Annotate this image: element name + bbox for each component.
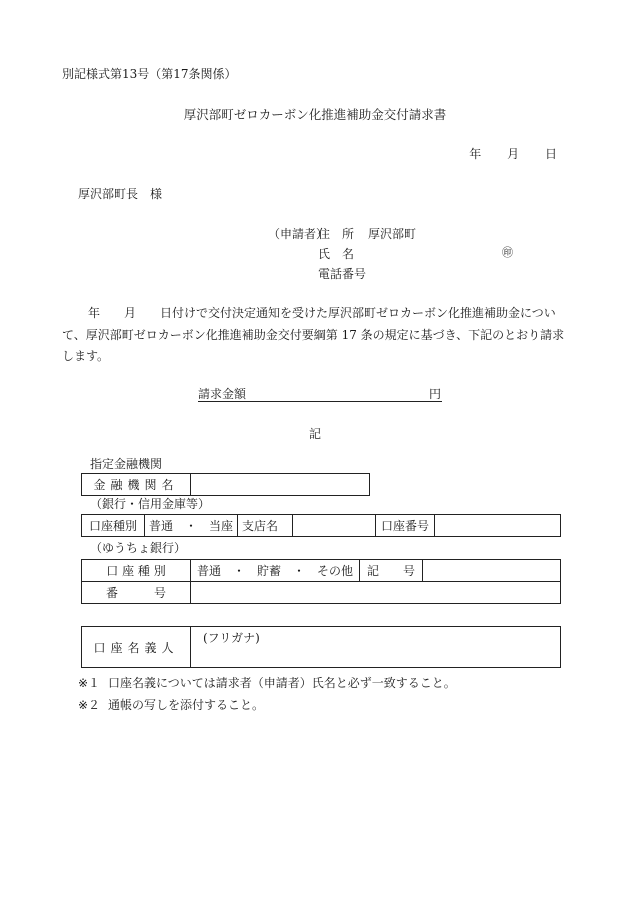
request-body-text: 年 月 日付けで交付決定通知を受けた厚沢部町ゼロカーボン化推進補助金について、厚沢部町ゼロカーボン化推進補助金交付要綱第 17 条の規定に基づき、下記のとおり請求します。 bbox=[62, 306, 565, 363]
addressee bbox=[78, 187, 162, 201]
institution-table bbox=[81, 473, 370, 496]
holder-field[interactable] bbox=[191, 627, 561, 668]
amount-label: 請求金額 bbox=[198, 387, 247, 401]
note-text: 通帳の写しを添付すること。 bbox=[108, 698, 265, 712]
yucho-type-options[interactable]: 普通 ・ 貯蓄 ・ その他 bbox=[191, 560, 360, 582]
form-number: 別記様式第13号（第17条関係） bbox=[62, 67, 237, 81]
account-type-label: 口座種別 bbox=[82, 515, 145, 537]
amount-unit: 円 bbox=[429, 387, 442, 401]
ki-heading: 記 bbox=[308, 427, 321, 441]
note-mark: ※１ bbox=[78, 676, 101, 690]
branch-label: 支店名 bbox=[238, 515, 293, 537]
address-label: 住所 bbox=[318, 227, 367, 241]
note-text: 口座名義については請求者（申請者）氏名と必ず一致すること。 bbox=[108, 676, 456, 690]
furigana-label: (フリガナ) bbox=[203, 631, 260, 645]
seal-mark: ㊞ bbox=[502, 246, 513, 259]
branch-field[interactable] bbox=[293, 515, 376, 537]
kigo-label: 記 号 bbox=[360, 560, 423, 582]
account-number-field[interactable] bbox=[435, 515, 561, 537]
bank-note: （銀行・信用金庫等） bbox=[90, 497, 211, 511]
note-item bbox=[78, 672, 456, 694]
address-value: 厚沢部町 bbox=[368, 227, 417, 241]
date-line bbox=[447, 147, 557, 161]
note-mark: ※２ bbox=[78, 698, 101, 712]
account-type-options[interactable]: 普通 ・ 当座 bbox=[145, 515, 238, 537]
addressee-suffix: 様 bbox=[150, 187, 163, 201]
holder-table bbox=[81, 626, 561, 668]
bango-label: 番 号 bbox=[82, 582, 191, 604]
date-year: 年 bbox=[469, 147, 482, 161]
name-label: 氏名 bbox=[318, 247, 367, 261]
note-item bbox=[78, 694, 456, 716]
bank-account-table bbox=[81, 514, 561, 537]
document-title: 厚沢部町ゼロカーボン化推進補助金交付請求書 bbox=[183, 107, 447, 122]
notes bbox=[78, 672, 456, 716]
bango-field[interactable] bbox=[191, 582, 561, 604]
amount-underline bbox=[198, 401, 442, 402]
bank-heading: 指定金融機関 bbox=[90, 457, 163, 471]
holder-label: 口座名義人 bbox=[82, 627, 191, 668]
applicant-tag: （申請者） bbox=[268, 227, 329, 241]
institution-name-label: 金融機関名 bbox=[82, 474, 191, 496]
date-month: 月 bbox=[507, 147, 520, 161]
yucho-note: （ゆうちょ銀行） bbox=[90, 541, 187, 555]
institution-name-field[interactable] bbox=[191, 474, 370, 496]
account-number-label: 口座番号 bbox=[376, 515, 435, 537]
phone-label: 電話番号 bbox=[318, 267, 367, 281]
yucho-type-label: 口 座 種 別 bbox=[82, 560, 191, 582]
yucho-table bbox=[81, 559, 561, 604]
kigo-field[interactable] bbox=[423, 560, 561, 582]
date-day: 日 bbox=[544, 147, 557, 161]
addressee-name: 厚沢部町長 bbox=[78, 187, 139, 201]
